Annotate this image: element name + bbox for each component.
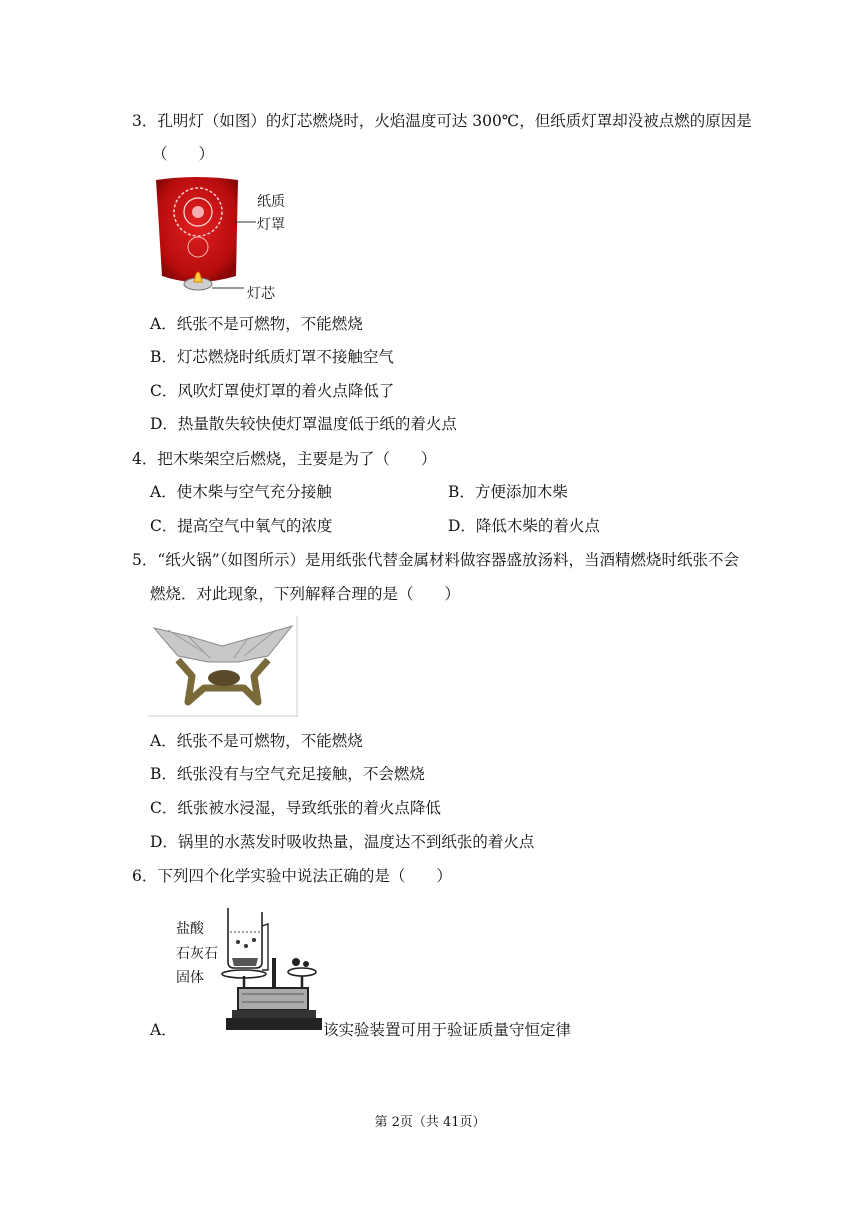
q3-option-a: A．纸张不是可燃物，不能燃烧 bbox=[150, 315, 363, 333]
q4-option-c: C．提高空气中氧气的浓度 bbox=[150, 517, 333, 535]
paper-hotpot-figure bbox=[148, 616, 300, 718]
question-3-stem: 3．孔明灯（如图）的灯芯燃烧时，火焰温度可达 300℃，但纸质灯罩却没被点燃的原因是 bbox=[132, 112, 752, 130]
q3-option-b: B．灯芯燃烧时纸质灯罩不接触空气 bbox=[150, 348, 394, 366]
balance-label-solid: 固体 bbox=[176, 970, 204, 986]
q3-option-c: C．风吹灯罩使灯罩的着火点降低了 bbox=[150, 382, 395, 400]
question-4-stem: 4．把木柴架空后燃烧，主要是为了（ ） bbox=[132, 450, 437, 468]
q6-option-a-text: 该实验装置可用于验证质量守恒定律 bbox=[323, 1021, 572, 1039]
q4-option-b: B．方便添加木柴 bbox=[448, 483, 568, 501]
q5-option-b: B．纸张没有与空气充足接触，不会燃烧 bbox=[150, 765, 425, 783]
q5-option-a: A．纸张不是可燃物，不能燃烧 bbox=[150, 732, 363, 750]
page-footer: 第 2页（共 41页） bbox=[374, 1115, 486, 1130]
balance-label-limestone: 石灰石 bbox=[176, 946, 218, 962]
q4-option-d: D．降低木柴的着火点 bbox=[448, 517, 600, 535]
q4-option-a: A．使木柴与空气充分接触 bbox=[150, 483, 332, 501]
q6-option-a-letter: A． bbox=[150, 1021, 177, 1039]
q5-option-c: C．纸张被水浸湿，导致纸张的着火点降低 bbox=[150, 799, 441, 817]
balance-label-acid: 盐酸 bbox=[176, 921, 204, 937]
question-5-stem-cont: 燃烧．对此现象，下列解释合理的是（ ） bbox=[150, 585, 461, 603]
question-6-stem: 6．下列四个化学实验中说法正确的是（ ） bbox=[132, 867, 452, 885]
lantern-label-wick: 灯芯 bbox=[247, 286, 275, 302]
question-3-blank: （ ） bbox=[152, 145, 215, 163]
q5-option-d: D．锅里的水蒸发时吸收热量，温度达不到纸张的着火点 bbox=[150, 833, 535, 851]
question-5-stem: 5．“纸火锅”（如图所示）是用纸张代替金属材料做容器盛放汤料，当酒精燃烧时纸张不会 bbox=[132, 551, 739, 569]
lantern-label-shade: 灯罩 bbox=[257, 217, 285, 233]
q3-option-d: D．热量散失较快使灯罩温度低于纸的着火点 bbox=[150, 415, 457, 433]
lantern-label-paper: 纸质 bbox=[257, 194, 285, 210]
